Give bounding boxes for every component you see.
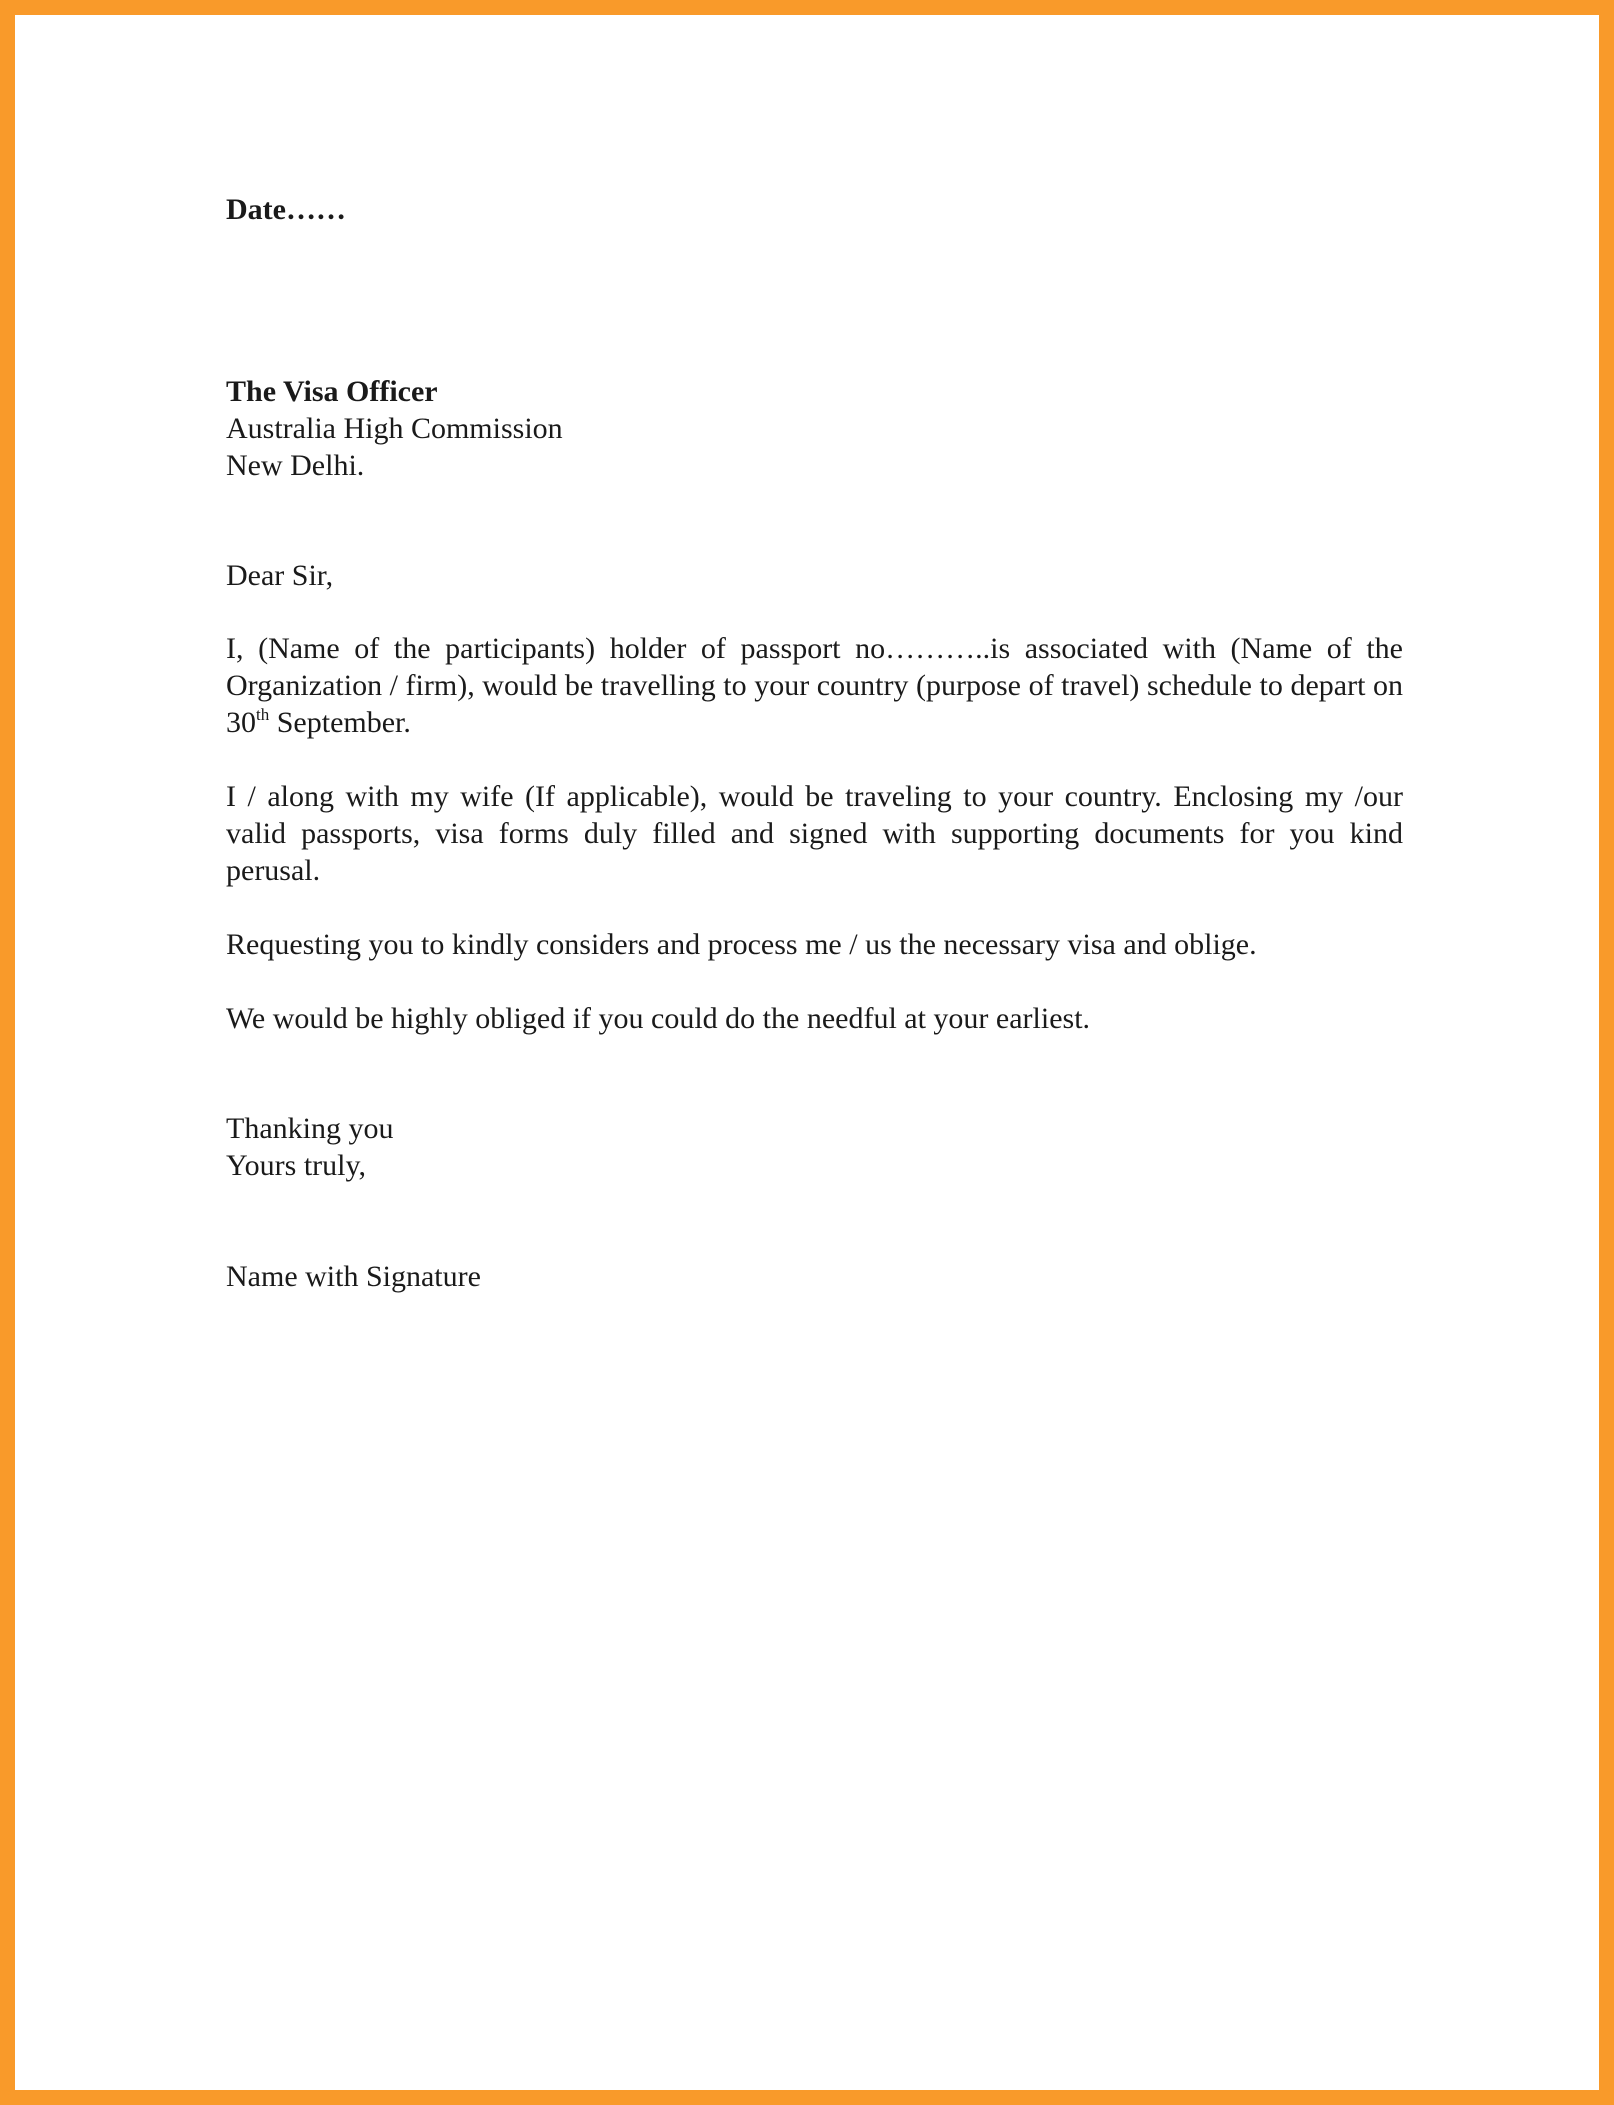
paragraph-1-main-text: I, (Name of the participants) holder of passport no………..is associated with (Name of the Organization / firm), would be travelling to your country (purpose of travel) schedule to depart on 30 <box>226 632 1403 739</box>
date-line: Date…… <box>226 193 346 226</box>
closing-thanks: Thanking you <box>226 1112 394 1145</box>
recipient-title: The Visa Officer <box>226 375 438 408</box>
letter-body <box>226 191 1403 1295</box>
paragraph-travel-details <box>226 630 1403 741</box>
recipient-city: New Delhi. <box>226 449 365 482</box>
salutation: Dear Sir, <box>226 559 334 592</box>
paragraph-obliged: We would be highly obliged if you could do the needful at your earliest. <box>226 1002 1091 1035</box>
signature-line: Name with Signature <box>226 1260 481 1293</box>
paragraph-request: Requesting you to kindly considers and process me / us the necessary visa and oblige. <box>226 928 1257 961</box>
recipient-address <box>226 373 1403 484</box>
closing-block <box>226 1110 1403 1184</box>
paragraph-enclosures: I / along with my wife (If applicable), would be traveling to your country. Enclosing my /our valid passports, visa forms duly filled and signed with supporting documents for you kind perusal. <box>226 780 1403 887</box>
closing-yours-truly: Yours truly, <box>226 1149 367 1182</box>
recipient-organization: Australia High Commission <box>226 412 563 445</box>
day-ordinal-suffix: th <box>256 705 270 724</box>
paragraph-1-ending: September. <box>269 706 411 739</box>
